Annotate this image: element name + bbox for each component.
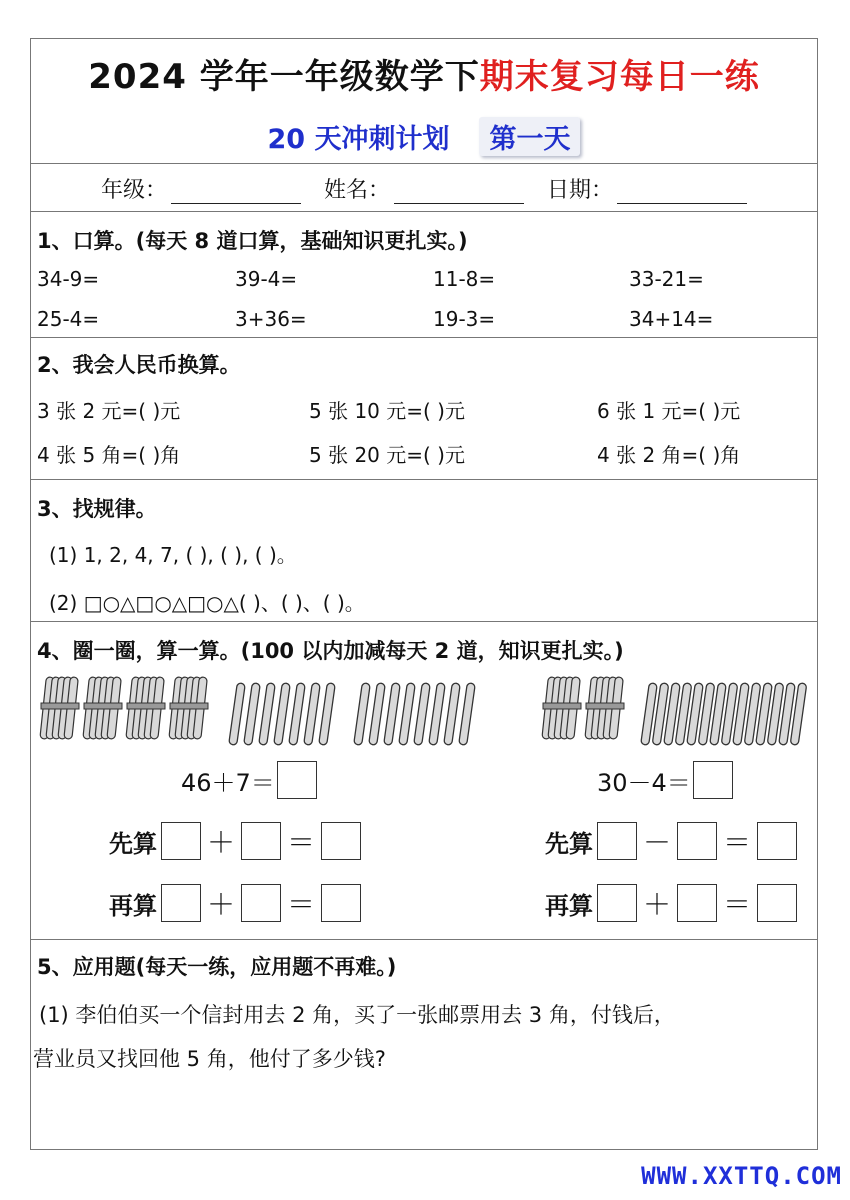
stick-bundle xyxy=(585,677,624,739)
worksheet-title xyxy=(31,49,817,98)
answer-box[interactable] xyxy=(597,884,637,922)
loose-stick xyxy=(229,683,246,746)
answer-box[interactable] xyxy=(677,884,717,922)
loose-stick xyxy=(399,683,416,746)
section4-title: 4、圈一圈，算一算。(100 以内加减每天 2 道，知识更扎实。) xyxy=(37,639,624,663)
answer-box[interactable] xyxy=(757,884,797,922)
loose-stick xyxy=(304,683,321,746)
equals-sign: ＝ xyxy=(287,888,316,921)
operator: ＋ xyxy=(207,826,236,859)
divider xyxy=(31,621,817,622)
operator: ＋ xyxy=(207,888,236,921)
title-main: 2024 学年一年级数学下 xyxy=(88,57,480,97)
stick-bundle xyxy=(126,677,165,739)
equals-sign: ＝ xyxy=(723,826,752,859)
then-step-label: 再算 xyxy=(545,891,593,920)
section1-title: 1、口算。(每天 8 道口算，基础知识更扎实。) xyxy=(37,229,468,253)
loose-stick xyxy=(274,683,291,746)
mental-math-grid xyxy=(37,267,807,337)
date-label: 日期： xyxy=(547,178,614,203)
divider xyxy=(31,211,817,212)
answer-box[interactable] xyxy=(693,761,733,799)
operator: － xyxy=(643,826,672,859)
stick-bundle xyxy=(40,677,79,739)
grade-label: 年级： xyxy=(100,178,167,203)
loose-stick xyxy=(244,683,261,746)
currency-problem: 4 张 2 角=( )角 xyxy=(597,443,741,467)
answer-box[interactable] xyxy=(597,822,637,860)
operator: ＋ xyxy=(643,888,672,921)
loose-stick xyxy=(289,683,306,746)
math-problem: 25-4= xyxy=(37,307,100,331)
equals-sign: ＝ xyxy=(287,826,316,859)
then-step-label: 再算 xyxy=(109,891,157,920)
currency-problem: 6 张 1 元=( )元 xyxy=(597,399,741,423)
left-equation xyxy=(181,761,317,799)
answer-box[interactable] xyxy=(161,884,201,922)
divider xyxy=(31,163,817,164)
pattern-problem-1: (1) 1, 2, 4, 7, ( ), ( ), ( )。 xyxy=(49,543,297,567)
loose-stick xyxy=(259,683,276,746)
name-label: 姓名： xyxy=(323,178,390,203)
student-info-row xyxy=(31,173,817,204)
loose-stick xyxy=(444,683,461,746)
section3-title: 3、找规律。 xyxy=(37,497,157,521)
currency-problem: 4 张 5 角=( )角 xyxy=(37,443,181,467)
grade-field[interactable] xyxy=(171,183,301,204)
answer-box[interactable] xyxy=(677,822,717,860)
currency-problem: 5 张 20 元=( )元 xyxy=(309,443,465,467)
currency-grid xyxy=(37,395,807,475)
left-equation-text: 46＋7＝ xyxy=(181,768,275,797)
math-problem: 11-8= xyxy=(433,267,496,291)
left-first-step xyxy=(109,821,361,861)
loose-stick xyxy=(429,683,446,746)
title-highlight: 期末复习每日一练 xyxy=(479,57,760,97)
counting-sticks xyxy=(31,669,817,759)
currency-problem: 5 张 10 元=( )元 xyxy=(309,399,465,423)
stick-bundle xyxy=(542,677,581,739)
worksheet xyxy=(30,38,818,1150)
answer-box[interactable] xyxy=(277,761,317,799)
answer-box[interactable] xyxy=(241,822,281,860)
name-field[interactable] xyxy=(394,183,524,204)
first-step-label: 先算 xyxy=(109,829,157,858)
answer-box[interactable] xyxy=(321,822,361,860)
first-step-label: 先算 xyxy=(545,829,593,858)
divider xyxy=(31,939,817,940)
right-then-step xyxy=(545,883,797,923)
plan-name: 20 天冲刺计划 xyxy=(267,124,450,155)
loose-stick xyxy=(384,683,401,746)
left-then-step xyxy=(109,883,361,923)
math-problem: 19-3= xyxy=(433,307,496,331)
equals-sign: ＝ xyxy=(723,888,752,921)
loose-stick xyxy=(319,683,336,746)
answer-box[interactable] xyxy=(321,884,361,922)
right-first-step xyxy=(545,821,797,861)
subtitle xyxy=(31,117,817,156)
stick-bundle xyxy=(83,677,122,739)
loose-stick xyxy=(354,683,371,746)
answer-box[interactable] xyxy=(161,822,201,860)
date-field[interactable] xyxy=(617,183,747,204)
answer-box[interactable] xyxy=(757,822,797,860)
section2-title: 2、我会人民币换算。 xyxy=(37,353,241,377)
math-problem: 33-21= xyxy=(629,267,704,291)
loose-stick xyxy=(369,683,386,746)
section5-title: 5、应用题(每天一练，应用题不再难。) xyxy=(37,955,397,979)
divider xyxy=(31,479,817,480)
word-problem-line: 营业员又找回他 5 角，他付了多少钱? xyxy=(33,1047,386,1071)
word-problem-line: (1) 李伯伯买一个信封用去 2 角，买了一张邮票用去 3 角，付钱后， xyxy=(39,1003,675,1027)
right-equation-text: 30－4＝ xyxy=(597,768,691,797)
math-problem: 3+36= xyxy=(235,307,307,331)
math-problem: 39-4= xyxy=(235,267,298,291)
right-equation xyxy=(597,761,733,799)
divider xyxy=(31,337,817,338)
pattern-problem-2: (2) □○△□○△□○△( )、( )、( )。 xyxy=(49,591,365,615)
stick-bundle xyxy=(169,677,208,739)
answer-box[interactable] xyxy=(241,884,281,922)
math-problem: 34-9= xyxy=(37,267,100,291)
day-badge: 第一天 xyxy=(479,117,580,156)
site-watermark: WWW.XXTTQ.COM xyxy=(641,1162,842,1190)
math-problem: 34+14= xyxy=(629,307,714,331)
loose-stick xyxy=(414,683,431,746)
currency-problem: 3 张 2 元=( )元 xyxy=(37,399,181,423)
loose-stick xyxy=(459,683,476,746)
